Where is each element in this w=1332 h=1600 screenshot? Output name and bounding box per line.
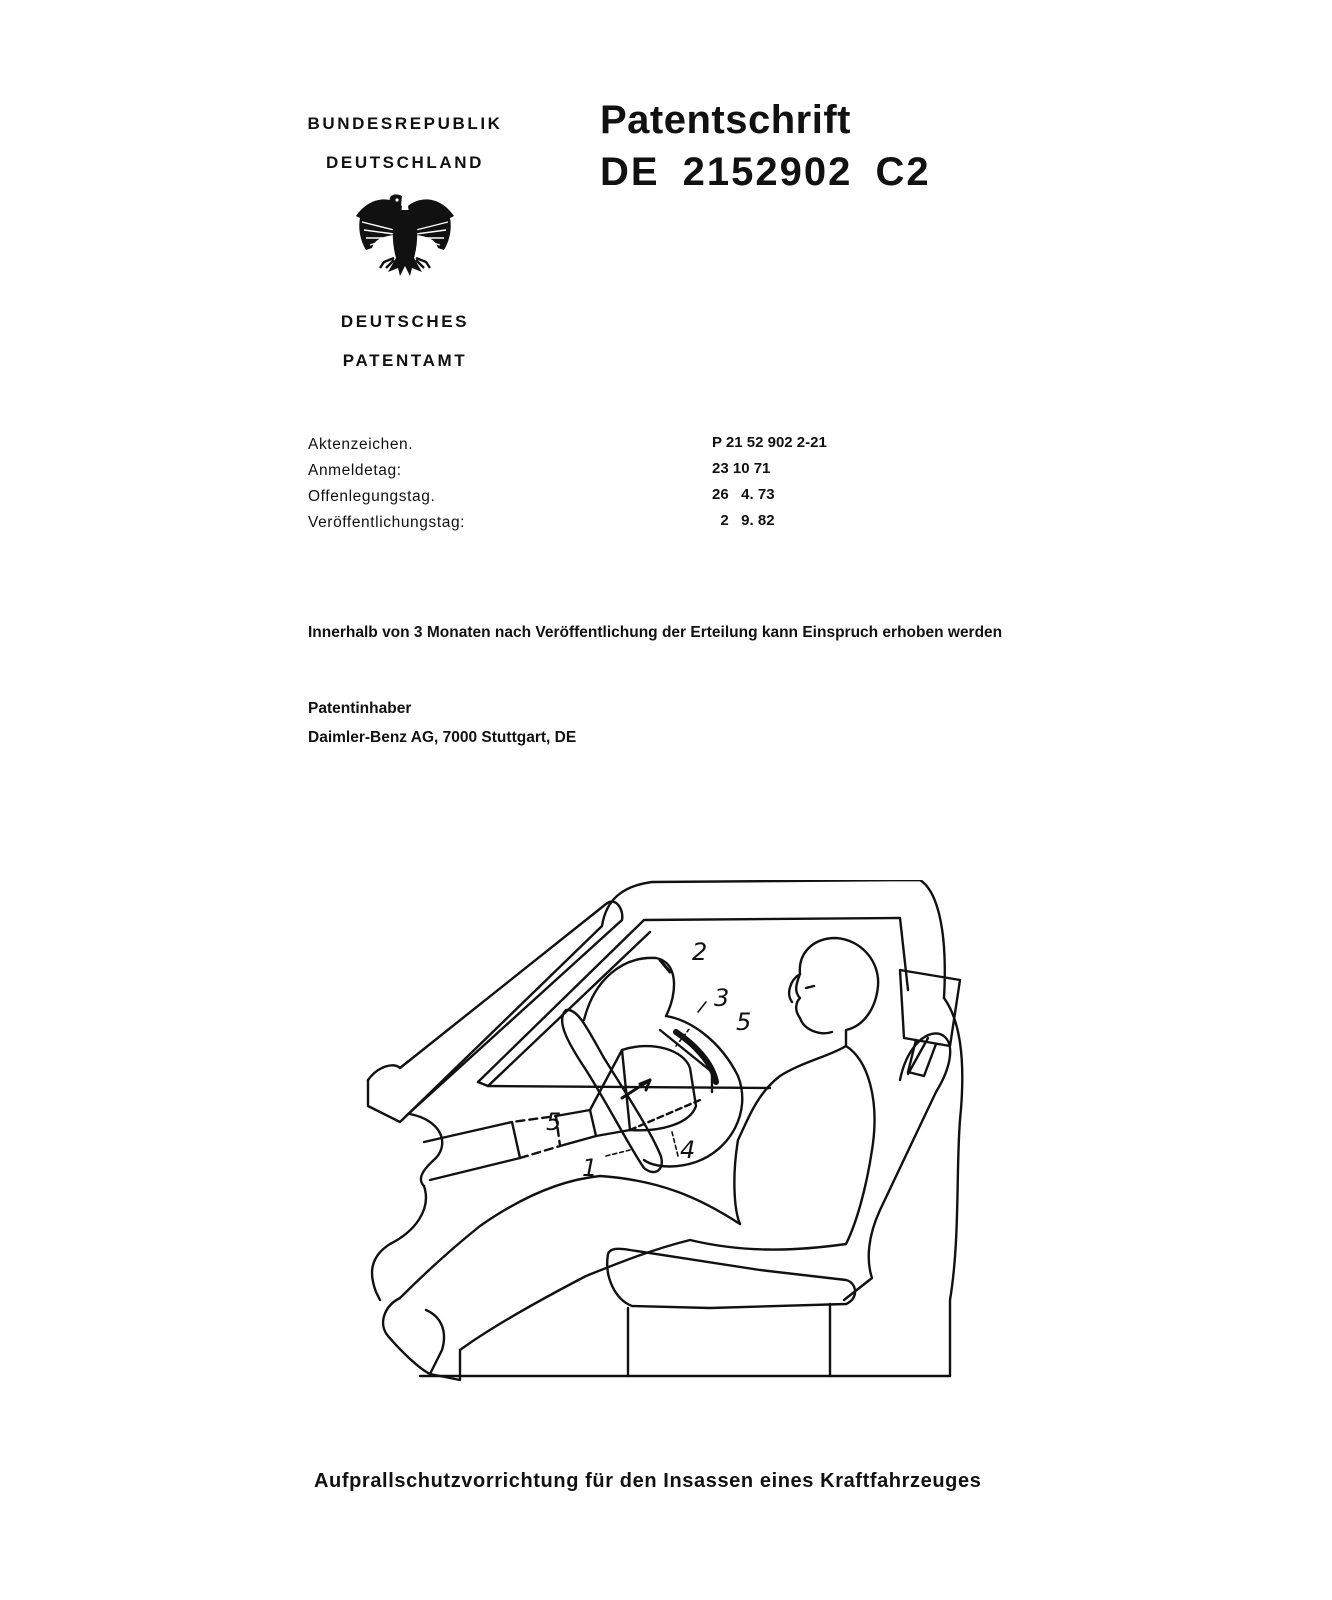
dashboard — [372, 1110, 596, 1300]
reference-numeral-3: 3 — [714, 984, 730, 1012]
federal-eagle-icon — [350, 188, 460, 288]
patent-drawing — [360, 880, 1000, 1410]
occupant — [383, 938, 878, 1380]
patent-holder-value: Daimler-Benz AG, 7000 Stuttgart, DE — [308, 729, 577, 746]
laid-open-date-value: 26 4. 73 — [712, 486, 775, 503]
reference-numeral-5-lower: 5 — [546, 1108, 562, 1136]
document-number: DE 2152902 C2 — [600, 150, 931, 194]
publication-date-value: 2 9. 82 — [712, 512, 775, 529]
car-interior-drawing — [360, 880, 1000, 1410]
office-line-2: PATENTAMT — [342, 351, 468, 370]
country-line-2: DEUTSCHLAND — [326, 153, 484, 172]
roof-line — [368, 880, 945, 1122]
filing-date-value: 23 10 71 — [712, 460, 771, 477]
publication-date-label: Veröffentlichungstag: — [308, 514, 466, 531]
office-line-1: DEUTSCHES — [340, 312, 470, 331]
document-kind: Patentschrift — [600, 98, 851, 142]
reference-numeral-1: 1 — [582, 1154, 598, 1182]
invention-title: Aufprallschutzvorrichtung für den Insassen eines Kraftfahrzeuges — [314, 1470, 982, 1492]
reference-numeral-2: 2 — [692, 938, 708, 966]
file-number-label: Aktenzeichen. — [308, 436, 414, 453]
opposition-notice: Innerhalb von 3 Monaten nach Veröffentlichung der Erteilung kann Einspruch erhoben werden — [308, 624, 1003, 641]
file-number-value: P 21 52 902 2-21 — [712, 434, 827, 451]
issuing-office-block — [290, 104, 520, 380]
laid-open-date-label: Offenlegungstag. — [308, 488, 436, 505]
reference-numeral-5-upper: 5 — [736, 1008, 752, 1036]
patent-holder-label: Patentinhaber — [308, 700, 412, 717]
reference-numeral-4: 4 — [680, 1136, 696, 1164]
filing-date-label: Anmeldetag: — [308, 462, 402, 479]
country-line-1: BUNDESREPUBLIK — [307, 114, 503, 133]
